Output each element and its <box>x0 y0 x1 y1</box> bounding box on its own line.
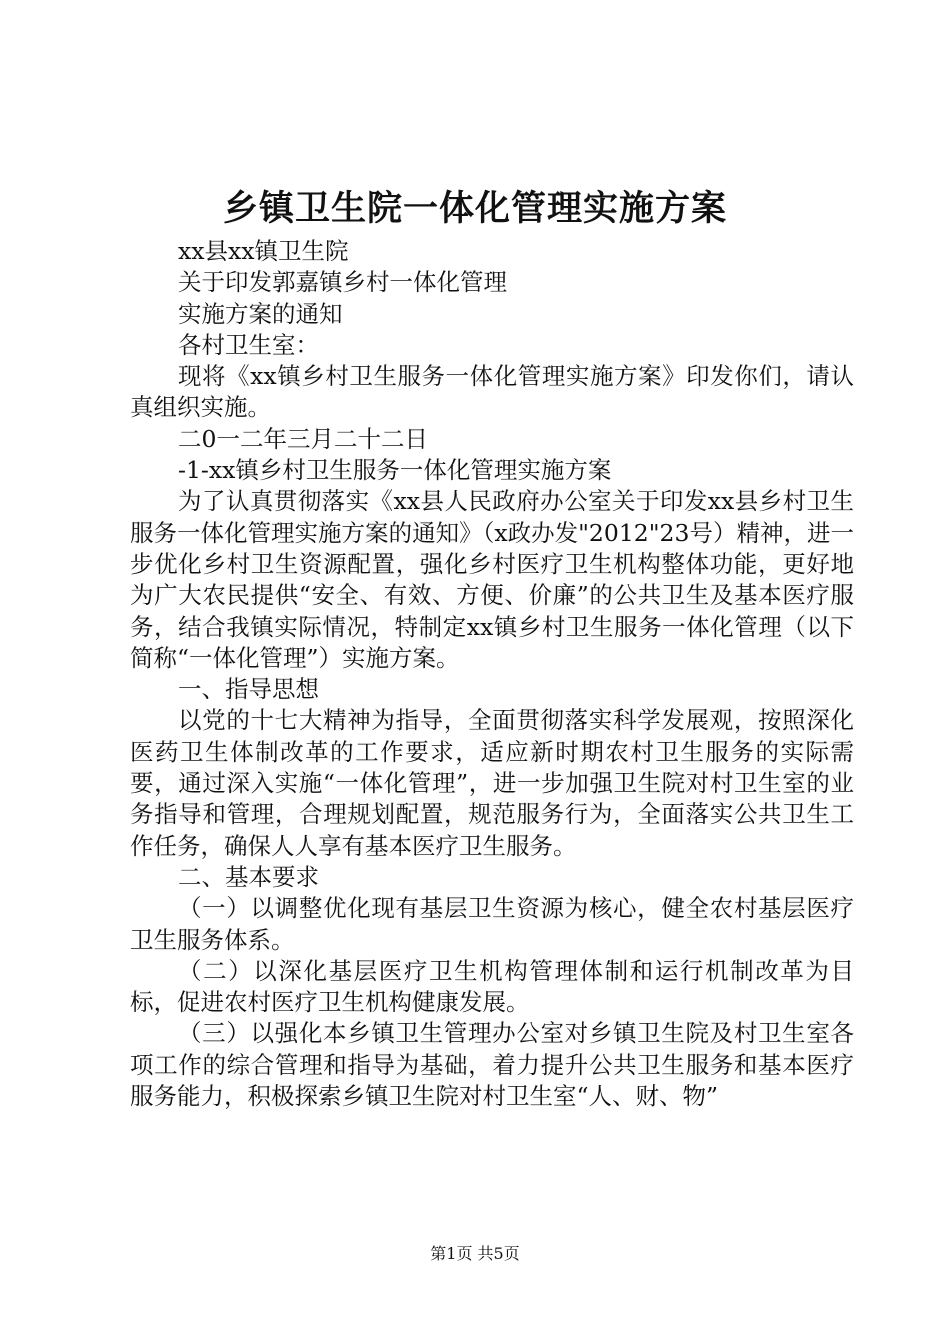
section-heading: 一、指导思想 <box>178 675 319 704</box>
paragraph: 为了认真贯彻落实《xx县人民政府办公室关于印发xx县乡村卫生服务一体化管理实施方案的通知》（x政办发"2012"23号）精神，进一步优化乡村卫生资源配置，强化乡村医疗卫生机构整体功能，更好地为广大农民提供“安全、有效、方便、价廉”的公共卫生及基本医疗服务，结合我镇实际情况，特制定xx镇乡村卫生服务一体化管理（以下简称“一体化管理”）实施方案。 <box>130 487 854 672</box>
document-title: 乡镇卫生院一体化管理实施方案 <box>222 188 727 229</box>
paragraph: 实施方案的通知 <box>178 299 343 328</box>
paragraph: （二）以深化基层医疗卫生机构管理体制和运行机制改革为目标，促进农村医疗卫生机构健康发展。 <box>130 956 854 1017</box>
paragraph: xx县xx镇卫生院 <box>178 237 349 265</box>
paragraph: （一）以调整优化现有基层卫生资源为核心，健全农村基层医疗卫生服务体系。 <box>130 894 854 954</box>
paragraph: （三）以强化本乡镇卫生管理办公室对乡镇卫生院及村卫生室各项工作的综合管理和指导为基础，着力提升公共卫生服务和基本医疗服务能力，积极探索乡镇卫生院对村卫生室“人、财、物” <box>130 1019 854 1111</box>
page-footer: 第1页 共5页 <box>430 1244 520 1263</box>
paragraph: -1-xx镇乡村卫生服务一体化管理实施方案 <box>178 456 612 485</box>
paragraph: 关于印发郭嘉镇乡村一体化管理 <box>178 268 507 297</box>
document-body <box>130 236 854 1112</box>
paragraph: 各村卫生室： <box>178 330 319 359</box>
paragraph: 现将《xx镇乡村卫生服务一体化管理实施方案》印发你们，请认真组织实施。 <box>130 362 854 422</box>
paragraph: 二0一二年三月二十二日 <box>178 424 428 453</box>
paragraph: 以党的十七大精神为指导，全面贯彻落实科学发展观，按照深化医药卫生体制改革的工作要求，适应新时期农村卫生服务的实际需要，通过深入实施“一体化管理”，进一步加强卫生院对村卫生室的业务指导和管理，合理规划配置，规范服务行为，全面落实公共卫生工作任务，确保人人享有基本医疗卫生服务。 <box>130 706 854 860</box>
section-heading: 二、基本要求 <box>178 862 319 891</box>
